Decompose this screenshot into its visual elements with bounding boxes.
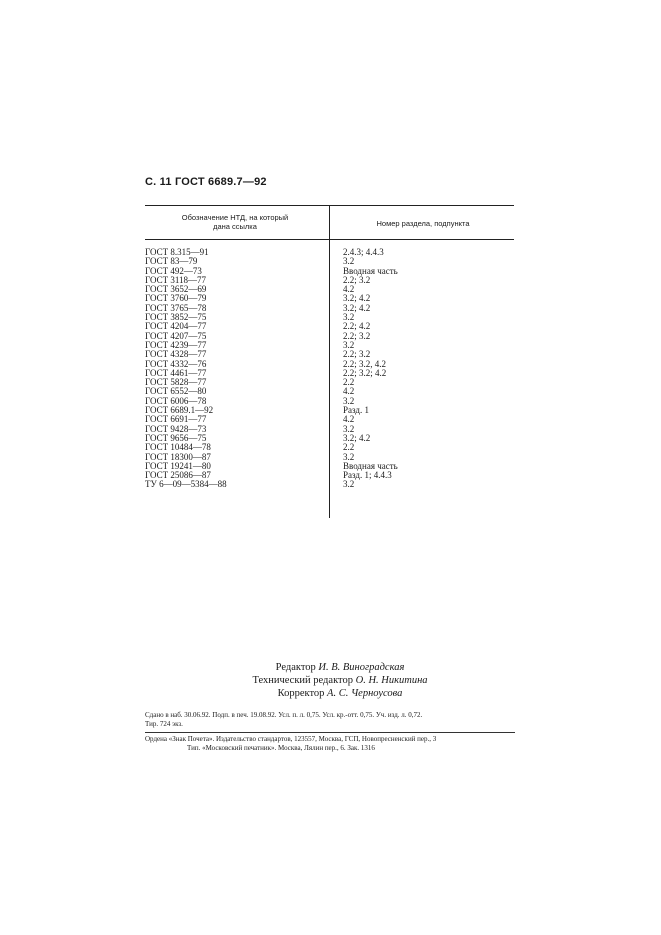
document-designation: ГОСТ 3765—78 [145, 302, 207, 313]
document-designation: ГОСТ 9656—75 [145, 432, 207, 443]
corrector-name: А. С. Черноусова [327, 688, 403, 699]
section-number: 3.2 [343, 312, 355, 323]
section-number: 3.2; 4.2 [343, 432, 371, 443]
document-designation: ГОСТ 8.315—91 [145, 247, 209, 257]
document-designation: ГОСТ 6006—78 [145, 395, 207, 406]
section-number: 4.2 [343, 284, 355, 295]
section-number: 2.2; 3.2; 4.2 [343, 367, 387, 378]
page-header: С. 11 ГОСТ 6689.7—92 [145, 176, 267, 188]
document-designation: ТУ 6—09—5384—88 [145, 479, 227, 490]
document-designation: ГОСТ 3852—75 [145, 312, 207, 323]
document-designation: ГОСТ 4332—76 [145, 358, 207, 369]
section-number: 3.2 [343, 256, 355, 267]
table-col1-header-line1: Обозначение НТД, на который [181, 213, 289, 222]
document-designation: ГОСТ 4204—77 [145, 321, 207, 332]
document-designation: ГОСТ 3760—79 [145, 293, 207, 304]
document-designation: ГОСТ 4461—77 [145, 367, 207, 378]
document-designation: ГОСТ 18300—87 [145, 451, 211, 462]
document-designation: ГОСТ 6552—80 [145, 386, 207, 397]
printer-line-2: Тип. «Московский печатник». Москва, Лялин пер., 6. Зак. 1316 [187, 744, 375, 752]
section-number: 3.2; 4.2 [343, 302, 371, 313]
tech-editor-name: О. Н. Никитина [355, 675, 428, 686]
section-number: 3.2 [343, 479, 355, 490]
section-number: Разд. 1 [343, 405, 369, 416]
section-number: 2.2; 3.2 [343, 274, 371, 285]
document-designation: ГОСТ 83—79 [145, 256, 198, 267]
corrector-line [240, 687, 440, 700]
tech-editor-role: Технический редактор [252, 675, 353, 686]
section-number: 2.2; 3.2 [343, 349, 371, 360]
section-number: Вводная часть [343, 265, 398, 276]
section-number: 4.2 [343, 414, 355, 425]
section-number: 3.2 [343, 395, 355, 406]
section-number: 4.2 [343, 386, 355, 397]
corrector-role: Корректор [277, 688, 325, 699]
table-row [145, 480, 514, 489]
section-number: 2.2 [343, 442, 355, 453]
imprint-block [145, 711, 520, 729]
section-number: 3.2 [343, 339, 355, 350]
table-col1-header [150, 213, 320, 231]
section-number: 2.4.3; 4.4.3 [343, 247, 384, 257]
section-number: 2.2; 4.2 [343, 321, 371, 332]
document-designation: ГОСТ 19241—80 [145, 460, 211, 471]
document-designation: ГОСТ 9428—73 [145, 423, 207, 434]
section-number: 3.2; 4.2 [343, 293, 371, 304]
section-number: 2.2; 3.2 [343, 330, 371, 341]
document-designation: ГОСТ 6691—77 [145, 414, 207, 425]
section-number: 3.2 [343, 423, 355, 434]
printer-line-1: Ордена «Знак Почета». Издательство стандартов, 123557, Москва, ГСП, Новопресненский пер., 3 [145, 735, 437, 743]
document-designation: ГОСТ 4207—75 [145, 330, 207, 341]
printer-block [145, 735, 520, 753]
section-number: Вводная часть [343, 460, 398, 471]
table-row [145, 248, 514, 257]
imprint-line-1: Сдано в наб. 30.06.92. Подп. в печ. 19.08.92. Усл. п. л. 0,75. Усл. кр.-отт. 0,75. Уч. изд. л. 0,72. [145, 711, 423, 719]
document-designation: ГОСТ 10484—78 [145, 442, 211, 453]
document-designation: ГОСТ 6689.1—92 [145, 405, 214, 416]
tech-editor-line [240, 674, 440, 687]
section-number: 2.2 [343, 377, 355, 388]
table-body [145, 248, 514, 490]
editor-line [240, 661, 440, 674]
document-designation: ГОСТ 4239—77 [145, 339, 207, 350]
document-designation: ГОСТ 5828—77 [145, 377, 207, 388]
editor-name: И. В. Виноградская [318, 662, 405, 673]
document-designation: ГОСТ 25086—87 [145, 470, 211, 481]
document-designation: ГОСТ 4328—77 [145, 349, 207, 360]
imprint-divider [145, 732, 515, 733]
imprint-line-2: Тир. 724 экз. [145, 720, 183, 728]
document-designation: ГОСТ 492—73 [145, 265, 202, 276]
document-designation: ГОСТ 3118—77 [145, 274, 207, 285]
section-number: 2.2; 3.2, 4.2 [343, 358, 387, 369]
credits-block [240, 661, 440, 700]
editor-role: Редактор [275, 662, 316, 673]
section-number: Разд. 1; 4.4.3 [343, 470, 392, 481]
document-designation: ГОСТ 3652—69 [145, 284, 207, 295]
table-col2-header: Номер раздела, подпункта [376, 219, 470, 228]
table-col1-header-line2: дана ссылка [213, 222, 257, 231]
section-number: 3.2 [343, 451, 355, 462]
